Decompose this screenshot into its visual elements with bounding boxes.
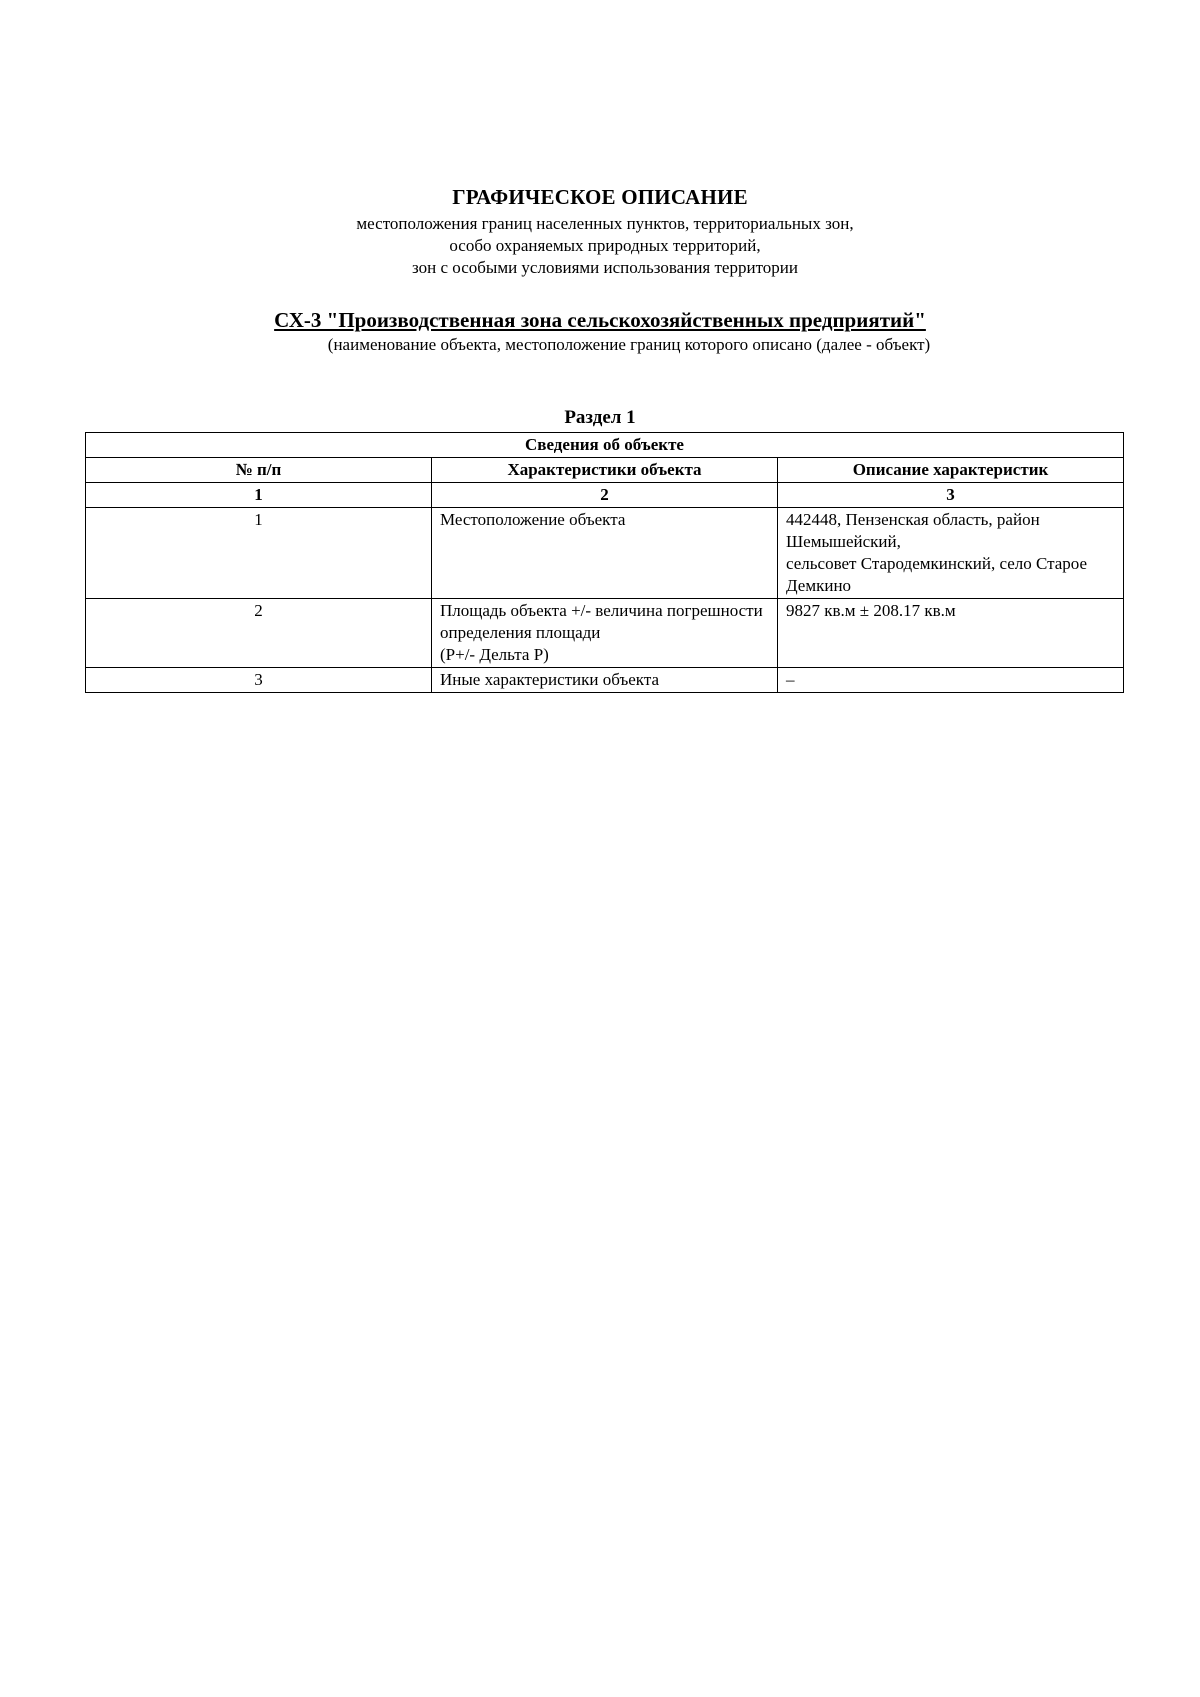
row-description	[778, 668, 1124, 693]
subtitle-line: особо охраняемых природных территорий,	[449, 236, 761, 255]
table-caption-row	[86, 433, 1124, 458]
description-line: 9827 кв.м ± 208.17 кв.м	[786, 601, 956, 620]
table-caption: Сведения об объекте	[86, 433, 1124, 458]
header-description: Описание характеристик	[778, 458, 1124, 483]
object-name-caption: (наименование объекта, местоположение границ которого описано (далее - объект)	[327, 335, 931, 354]
header-number: № п/п	[86, 458, 432, 483]
description-line: –	[786, 670, 795, 689]
table-row	[86, 668, 1124, 693]
characteristic-line: (P+/- Дельта P)	[440, 645, 549, 664]
row-number: 1	[86, 508, 432, 599]
subtitle-line: местоположения границ населенных пунктов, территориальных зон,	[356, 214, 854, 233]
row-characteristic	[432, 668, 778, 693]
row-description	[778, 508, 1124, 599]
subtitle-line: зон с особыми условиями использования территории	[412, 258, 798, 277]
table-header-row	[86, 458, 1124, 483]
characteristic-line: определения площади	[440, 623, 601, 642]
characteristic-line: Площадь объекта +/- величина погрешности	[440, 601, 763, 620]
document-subtitle	[0, 213, 1200, 279]
section-title: Раздел 1	[564, 407, 636, 428]
column-number-row	[86, 483, 1124, 508]
row-characteristic	[432, 508, 778, 599]
column-number: 2	[432, 483, 778, 508]
description-line: сельсовет Стародемкинский, село Старое Демкино	[786, 554, 1088, 595]
characteristic-line: Иные характеристики объекта	[440, 670, 660, 689]
row-number: 3	[86, 668, 432, 693]
header-characteristic: Характеристики объекта	[432, 458, 778, 483]
object-info-table	[85, 432, 1124, 693]
column-number: 1	[86, 483, 432, 508]
row-number: 2	[86, 599, 432, 668]
characteristic-line: Местоположение объекта	[440, 510, 626, 529]
table-row	[86, 508, 1124, 599]
row-description	[778, 599, 1124, 668]
description-line: 442448, Пензенская область, район Шемышейский,	[786, 510, 1040, 551]
document-title: ГРАФИЧЕСКОЕ ОПИСАНИЕ	[452, 185, 748, 209]
object-name: СХ-3 "Производственная зона сельскохозяйственных предприятий"	[274, 308, 926, 332]
table-row	[86, 599, 1124, 668]
column-number: 3	[778, 483, 1124, 508]
row-characteristic	[432, 599, 778, 668]
